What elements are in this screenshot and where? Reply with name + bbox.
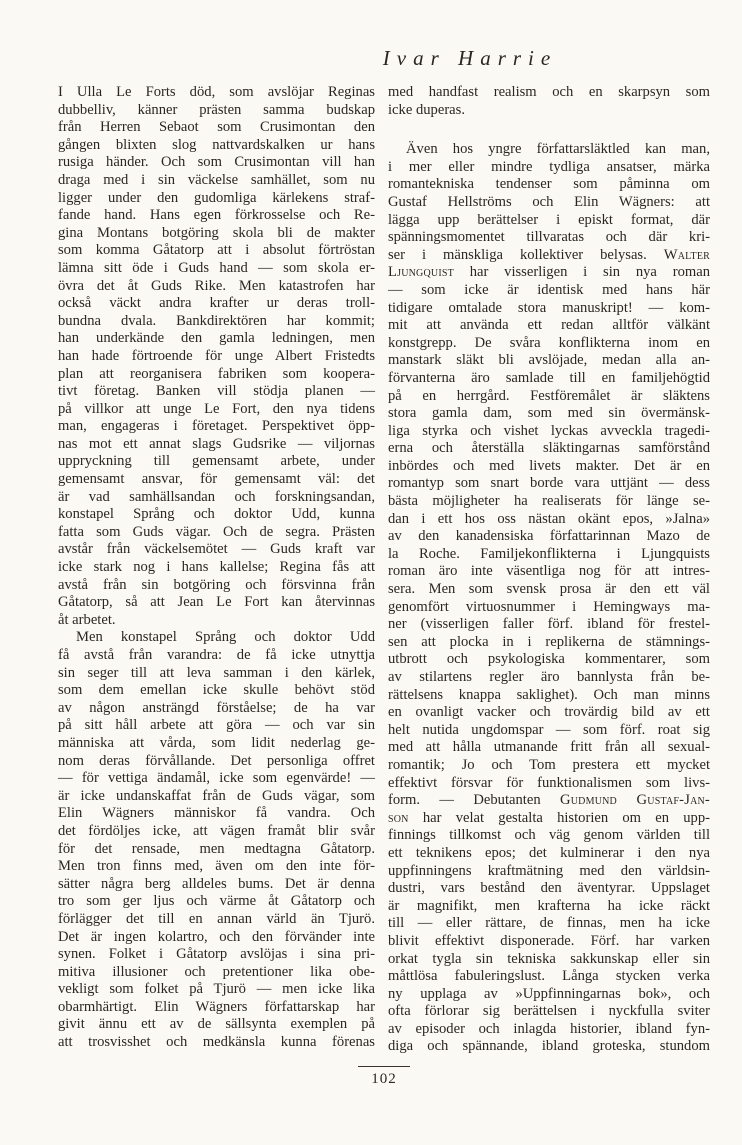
text-line (388, 546, 710, 564)
text-line (58, 102, 375, 120)
text-line (388, 493, 710, 511)
text-segment: romantyp som snart borde vara uttjänt — dess (388, 475, 710, 492)
text-line (388, 634, 710, 652)
text-segment: inbördes och med livets makter. Det är en (388, 457, 710, 474)
text-segment: ner (visserligen faller förf. ibland för frestel- (388, 616, 710, 633)
text-segment: att trosvisshet och medkänsla kunna förenas (58, 1034, 375, 1051)
text-line (388, 176, 710, 194)
text-segment: icke stark nog i hans kallelse; Regina fås att (58, 559, 375, 576)
text-segment: Men konstapel Språng och doktor Udd (76, 629, 375, 646)
text-segment: är magnifikt, men krafterna ha icke räckt (388, 897, 710, 914)
text-segment: på villkor att unge Le Fort, den nya tidens (58, 400, 375, 417)
text-segment: spänningsmomentet tillvaratas och där kri- (388, 229, 710, 246)
text-segment: uppfinningens kraftmätning med den världsin- (388, 862, 710, 879)
text-segment: I Ulla Le Forts död, som avslöjar Reginas (58, 84, 375, 100)
text-segment: man, engageras i företaget. Perspektivet öpp- (58, 418, 375, 435)
left-column (58, 84, 375, 1052)
text-line (388, 687, 710, 705)
text-line (388, 651, 710, 669)
paragraph (388, 141, 710, 1056)
text-line (58, 348, 375, 366)
text-line (58, 172, 375, 190)
text-line (58, 735, 375, 753)
author-name-small-caps: son (388, 809, 409, 826)
text-line (388, 898, 710, 916)
text-segment: rättelsens knappa saklighet). Och man minns (388, 686, 710, 703)
text-segment: förlägger det till en annan värld än Tjurö. (58, 910, 375, 927)
text-segment: av den kanadensiska författarinnan Mazo de (388, 528, 710, 545)
text-line (388, 370, 710, 388)
text-segment: är vad samhällsandan och forskningsandan, (58, 488, 375, 505)
text-line (58, 981, 375, 999)
text-segment: nom deras förvållande. Det personliga offret (58, 752, 375, 769)
text-line (58, 629, 375, 647)
text-segment: Men tron finns med, även om den inte för- (58, 858, 375, 875)
text-line (388, 458, 710, 476)
text-segment: bundna dvala. Bankdirektören har kommit; (58, 312, 375, 329)
text-segment: med att hålla utmanande fritt från all sexual- (388, 739, 710, 756)
text-line (388, 669, 710, 687)
text-line (388, 827, 710, 845)
text-line (58, 876, 375, 894)
text-segment: människa att vårda, som lidit nederlag ge- (58, 734, 375, 751)
text-segment: form. — Debutanten (388, 792, 561, 809)
text-segment: liga styrka och vishet lyckas avveckla tragedi- (388, 422, 710, 439)
text-segment: en ovanligt vacker och trovärdig bild av ett (388, 704, 710, 721)
text-line (58, 770, 375, 788)
text-line (388, 599, 710, 617)
text-line (58, 541, 375, 559)
author-name-small-caps: Walter (663, 246, 710, 263)
page-number: 102 (371, 1071, 397, 1087)
text-segment: som komma Gåtatorp att i absolut förtröstan (58, 242, 375, 259)
text-line (388, 757, 710, 775)
text-segment: nas mot ett annat slags Gudsrike — viljornas (58, 435, 375, 452)
text-line (58, 84, 375, 102)
text-line (58, 841, 375, 859)
text-line (58, 154, 375, 172)
text-segment: dan i ett hos oss nästan okänt epos, »Jalna» (388, 510, 710, 527)
text-segment: i mer eller mindre tydliga ansatser, märka (388, 158, 710, 175)
text-line (388, 933, 710, 951)
text-line (388, 1003, 710, 1021)
text-segment: finnings tillkomst och väg genom världen till (388, 827, 710, 844)
paragraph (58, 84, 375, 629)
text-line (388, 335, 710, 353)
text-line (388, 1021, 710, 1039)
page-number-rule (358, 1066, 410, 1067)
text-segment: gemensamt ansvar, för gemensamt väl: det (58, 471, 375, 488)
text-segment: tro som ger ljus och värme åt Gåtatorp och (58, 893, 375, 910)
text-segment: Även hos yngre författarsläktled kan man, (406, 141, 710, 158)
text-segment: som dem emellan icke skulle behövt stöd (58, 682, 375, 699)
text-line (58, 612, 375, 630)
text-segment: romantik; Jo och Tom prestera ett mycket (388, 756, 710, 773)
text-segment: diga och spännande, ibland groteska, stundom (388, 1038, 710, 1055)
text-line (58, 366, 375, 384)
text-line (388, 986, 710, 1004)
text-line (58, 137, 375, 155)
text-segment: övra det åt Guds Rike. Men katastrofen har (58, 277, 375, 294)
paragraph (388, 84, 710, 119)
text-line (58, 717, 375, 735)
text-segment: obarmhärtigt. Elin Wägners författarskap har (58, 998, 375, 1015)
text-line (388, 405, 710, 423)
text-segment: blivit effektivt disponerade. Förf. har varken (388, 932, 710, 949)
text-segment: gången blixten slog nattvardskalken ur hans (58, 136, 375, 153)
text-segment: manstark släkt bli avslöjade, medan alla an- (388, 352, 710, 369)
text-line (388, 581, 710, 599)
text-line (388, 84, 710, 102)
text-line (58, 225, 375, 243)
text-line (388, 563, 710, 581)
right-column (388, 84, 710, 1056)
text-line (58, 278, 375, 296)
text-segment: är icke undanskaffat från de Guds vägar, som (58, 787, 375, 804)
text-line (388, 194, 710, 212)
text-segment: med handfast realism och en skarpsyn som (388, 84, 710, 100)
text-line (58, 964, 375, 982)
text-line (388, 247, 710, 265)
text-line (58, 893, 375, 911)
text-line (388, 792, 710, 810)
text-line (388, 264, 710, 282)
text-line (58, 753, 375, 771)
text-line (388, 616, 710, 634)
text-segment: sin seger till att leva samman i den kärlek, (58, 664, 375, 681)
text-line (388, 423, 710, 441)
text-segment: ett teknikens epos; det kulminerar i den nya (388, 844, 710, 861)
text-line (388, 880, 710, 898)
text-line (58, 207, 375, 225)
text-segment: erna och återställa släktingarnas samförstånd (388, 440, 710, 457)
text-line (58, 647, 375, 665)
running-head: Ivar Harrie (382, 46, 558, 70)
text-segment: la Roche. Familjekonflikterna i Ljungquists (388, 545, 710, 562)
text-segment: också väckt andra krafter ur deras troll- (58, 295, 375, 312)
text-line (58, 999, 375, 1017)
text-line (58, 665, 375, 683)
text-line (58, 506, 375, 524)
text-segment: lägga upp berättelser i episkt format, där (388, 211, 710, 228)
text-line (58, 805, 375, 823)
text-line (388, 229, 710, 247)
text-segment: — för vettiga ändamål, icke som egenvärde! — (58, 770, 375, 787)
text-segment: fande hand. Hans egen förkrosselse och Re- (58, 207, 375, 224)
text-segment: mitiva illusioner och pretentioner lika obe- (58, 963, 375, 980)
text-line (58, 295, 375, 313)
text-line (58, 471, 375, 489)
text-segment: mit att använda ett redan alltför välkänt (388, 317, 710, 334)
text-segment: få avstå från varandra: de få icke utnyttja (58, 647, 375, 663)
text-segment: bästa möjligheter ha realiserats för länge se- (388, 493, 710, 510)
text-segment: Det är ingen kolartro, och den förvänder inte (58, 928, 375, 945)
text-line (388, 810, 710, 828)
text-line (58, 788, 375, 806)
text-line (388, 511, 710, 529)
text-segment: givit ännu ett av de sällsynta exemplen på (58, 1016, 375, 1033)
text-segment: konstgrepp. De svåra konflikterna inom en (388, 334, 710, 351)
text-segment: rusiga händer. Och som Crusimontan vill han (58, 154, 375, 171)
text-segment: ligger under den gudomliga kärlekens straf- (58, 189, 375, 206)
text-segment: vekligt som folket på Tjurö — men icke lika (58, 981, 375, 998)
text-line (388, 722, 710, 740)
text-line (388, 159, 710, 177)
text-line (58, 260, 375, 278)
text-segment: utbrott och psykologiska kommentarer, som (388, 651, 710, 668)
text-segment: roman äro inte väsentliga nog för att intres- (388, 563, 710, 580)
text-segment: på sitt håll arbete att göra — och var sin (58, 717, 375, 734)
text-segment: Gåtatorp, så att Jean Le Fort kan återvinnas (58, 594, 375, 611)
text-line (388, 317, 710, 335)
text-line (58, 858, 375, 876)
text-line (388, 300, 710, 318)
text-line (58, 700, 375, 718)
text-line (58, 418, 375, 436)
text-segment: tivt företag. Banken vill stödja planen — (58, 383, 375, 400)
text-line (388, 739, 710, 757)
text-line (58, 946, 375, 964)
text-line (388, 704, 710, 722)
text-line (388, 102, 710, 120)
text-line (58, 929, 375, 947)
text-line (58, 594, 375, 612)
text-line (388, 440, 710, 458)
text-line (58, 453, 375, 471)
text-segment: av episoder och inlagda historier, ibland fyn- (388, 1020, 710, 1037)
text-segment: — som icke är identisk med hans här (388, 281, 710, 298)
text-segment: dustri, vars bestånd den äventyrar. Uppslaget (388, 880, 710, 897)
text-line (58, 559, 375, 577)
text-line (388, 951, 710, 969)
text-segment: han underkände den gamla ledningen, men (58, 330, 375, 347)
text-line (388, 968, 710, 986)
text-segment: lämna sitt öde i Guds hand — som skola er- (58, 259, 375, 276)
text-line (388, 1038, 710, 1056)
text-segment: för det rensade, men medtagna Gåtatorp. (58, 840, 375, 857)
text-line (388, 388, 710, 406)
text-segment: stora gamla dam, som med sin övermänsk- (388, 405, 710, 422)
text-segment: Gustaf Hellströms och Elin Wägners: att (388, 193, 710, 210)
text-line (58, 313, 375, 331)
text-segment: sera. Men som svensk prosa är den ett väl (388, 581, 710, 598)
text-segment: ofta förlorar sig berättelsen i nyckfulla sviter (388, 1003, 710, 1020)
author-name-small-caps: Gudmund Gustaf-Jan- (560, 792, 710, 809)
text-segment: avstår från väckelsemötet — Guds kraft var (58, 541, 375, 558)
text-line (388, 845, 710, 863)
text-segment: på en herrgård. Festföremålet är släktens (388, 387, 710, 404)
text-line (58, 242, 375, 260)
text-segment: har velat gestalta historien om en upp- (408, 809, 710, 826)
text-line (58, 524, 375, 542)
text-segment: icke duperas. (388, 101, 465, 118)
text-line (58, 330, 375, 348)
text-line (58, 682, 375, 700)
text-segment: genomfört virtuosnummer i Hemingways ma- (388, 598, 710, 615)
text-segment: synen. Folket i Gåtatorp avslöjas i sina pri- (58, 946, 375, 963)
text-segment: från Herren Sebaot som Crusimontan den (58, 119, 375, 136)
text-segment: till — eller rättare, de finnas, men ha icke (388, 915, 710, 932)
text-line (58, 911, 375, 929)
text-line (58, 436, 375, 454)
text-segment: plan att reorganisera fabriken som koopera- (58, 365, 375, 382)
text-line (58, 823, 375, 841)
paragraph-gap (388, 119, 710, 141)
text-segment: av någon ansträngd förståelse; de ha var (58, 699, 375, 716)
text-line (388, 775, 710, 793)
text-line (58, 190, 375, 208)
text-segment: helt nutida ungdomspar — som förf. roat sig (388, 721, 710, 738)
text-segment: romantekniska tendenser som påminna om (388, 176, 710, 193)
text-segment: dubbelliv, känner prästen samma budskap (58, 101, 375, 118)
text-segment: Elin Wägners människor få vandra. Och (58, 805, 375, 822)
text-segment: sätter några berg alldeles bums. Det är denna (58, 875, 375, 892)
text-segment: förvanterna äro samlade till en familjehögtid (388, 369, 710, 386)
text-segment: tidigare omtalade stora manuskript! — kom- (388, 299, 710, 316)
text-line (388, 212, 710, 230)
text-segment: han hade förtroende för unge Albert Fristedts (58, 347, 375, 364)
text-segment: konstapel Språng och doktor Udd, kunna (58, 506, 375, 523)
text-line (58, 577, 375, 595)
text-line (58, 1034, 375, 1052)
text-segment: har visserligen i sin nya roman (453, 264, 710, 281)
text-line (58, 119, 375, 137)
text-segment: uppryckning till gemensamt arbete, under (58, 453, 375, 470)
text-segment: draga med i sin väckelse samhället, som nu (58, 171, 375, 188)
text-segment: det fördöljes icke, att vägen framåt blir svår (58, 822, 375, 839)
text-segment: åt arbetet. (58, 611, 116, 628)
text-line (388, 352, 710, 370)
text-segment: gina Montans botgöring skola bli de makter (58, 224, 375, 241)
text-segment: sen att plocka in i replikerna de stämnings- (388, 633, 710, 650)
text-line (388, 141, 710, 159)
text-segment: av stilartens regler äro bannlysta från be- (388, 669, 710, 685)
paragraph (58, 629, 375, 1051)
text-line (388, 282, 710, 300)
text-line (388, 863, 710, 881)
text-line (388, 475, 710, 493)
text-segment: måttlösa fabuleringslust. Långa stycken verka (388, 968, 710, 985)
text-line (58, 1016, 375, 1034)
text-segment: orkat tygla sin tekniska sakkunskap eller sin (388, 950, 710, 967)
text-line (58, 383, 375, 401)
text-segment: ser i mänskliga kollektiver belysas. (388, 246, 664, 263)
author-name-small-caps: Ljungquist (388, 264, 454, 281)
text-line (58, 489, 375, 507)
text-segment: effektivt försvar för funktionalismen som livs- (388, 774, 710, 791)
text-segment: fatta som Guds vägar. Och de segra. Prästen (58, 523, 375, 540)
text-line (58, 401, 375, 419)
text-line (388, 528, 710, 546)
text-segment: avstå från sin botgöring och försvinna från (58, 576, 375, 593)
text-segment: ny upplaga av »Uppfinningarnas bok», och (388, 985, 710, 1002)
text-line (388, 915, 710, 933)
